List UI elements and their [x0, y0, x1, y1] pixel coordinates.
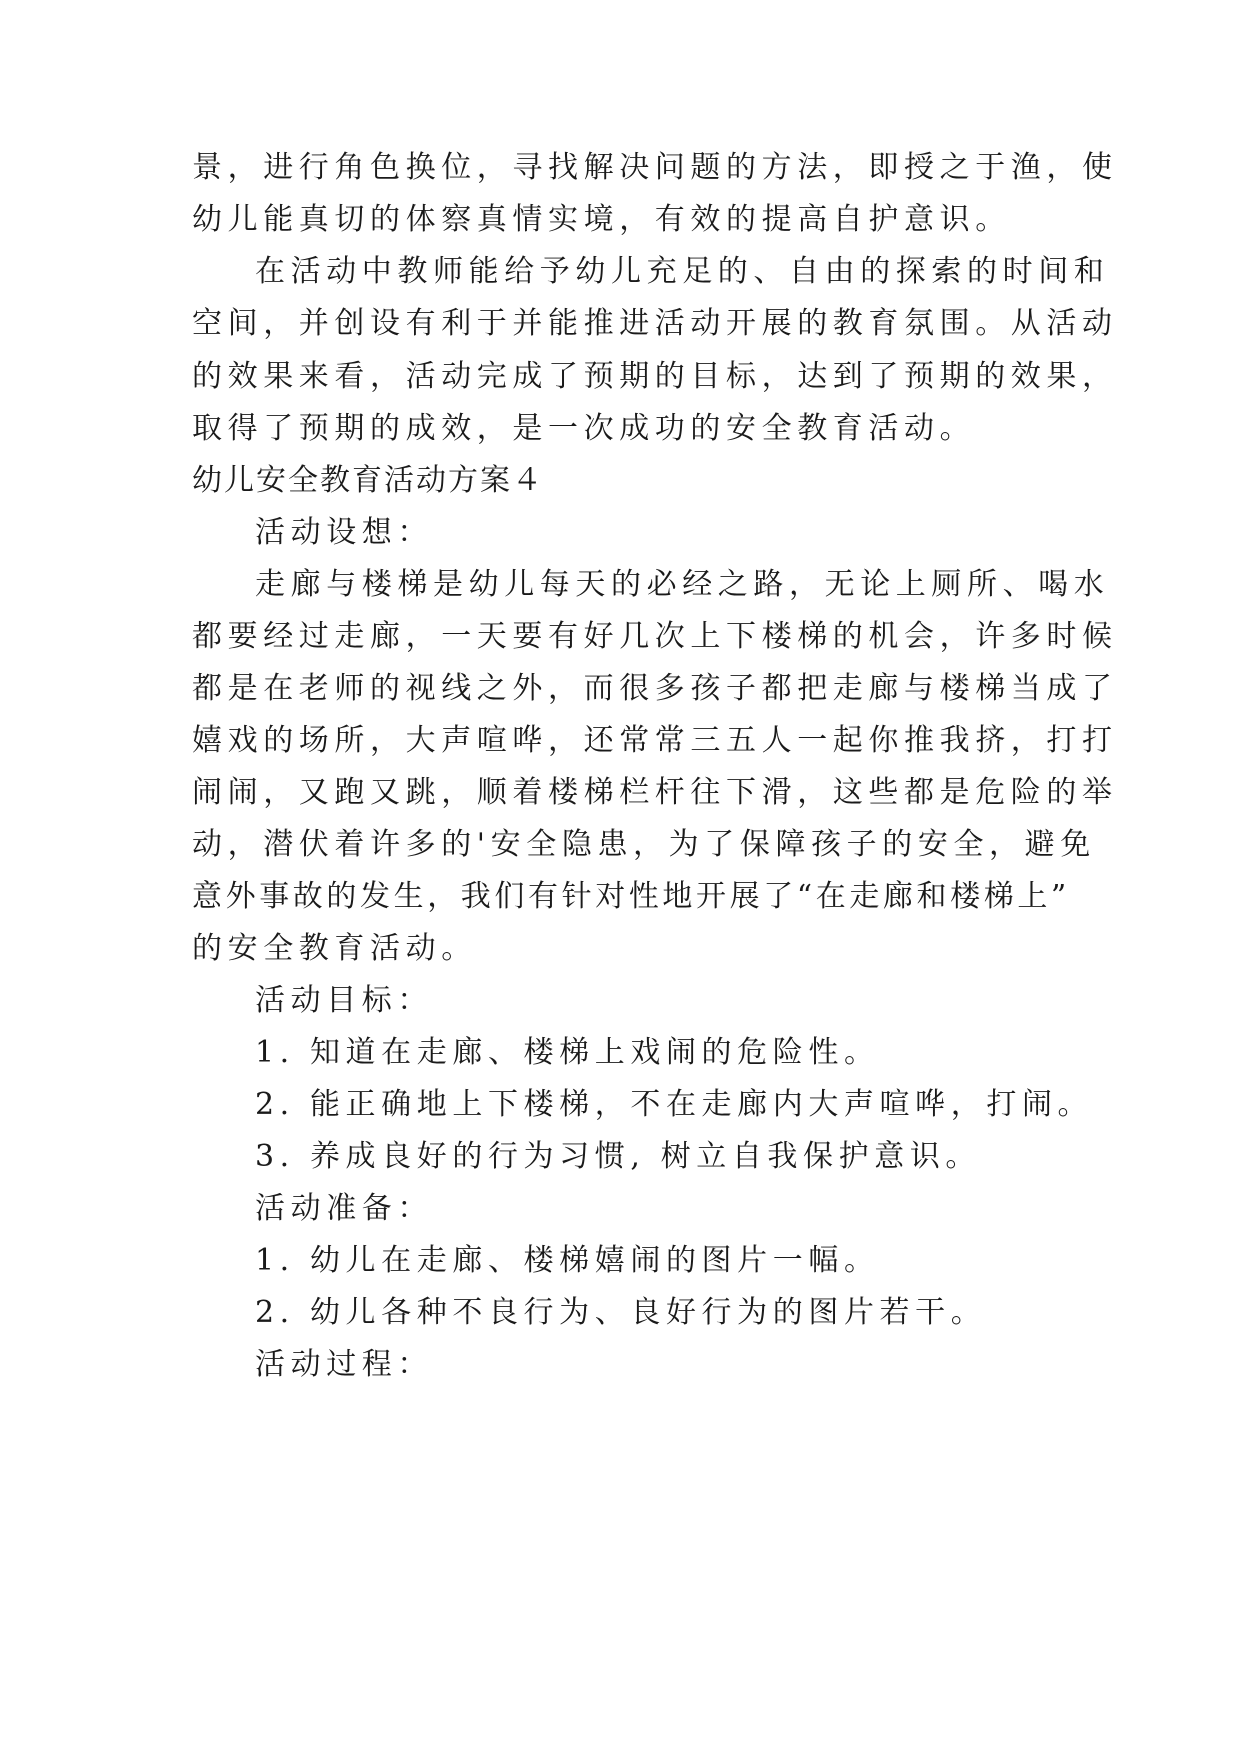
paragraph-line: 的安全教育活动。	[192, 931, 477, 966]
list-item: 1. 幼儿在走廊、楼梯嬉闹的图片一幅。	[255, 1243, 880, 1278]
subheading: 活动准备：	[255, 1191, 433, 1226]
paragraph-line: 的效果来看，活动完成了预期的目标，达到了预期的效果，	[192, 359, 1118, 394]
paragraph-line: 在活动中教师能给予幼儿充足的、自由的探索的时间和	[255, 254, 1110, 289]
list-item: 3. 养成良好的行为习惯, 树立自我保护意识。	[255, 1139, 982, 1174]
subheading: 活动过程：	[255, 1347, 433, 1382]
paragraph-line: 景，进行角色换位，寻找解决问题的方法，即授之于渔，使	[192, 150, 1118, 185]
section-heading: 幼儿安全教育活动方案４	[192, 463, 544, 498]
list-item: 1. 知道在走廊、楼梯上戏闹的危险性。	[255, 1035, 880, 1070]
paragraph-line: 幼儿能真切的体察真情实境，有效的提高自护意识。	[192, 202, 1011, 237]
paragraph-line: 取得了预期的成效，是一次成功的安全教育活动。	[192, 411, 976, 446]
paragraph-line: 都是在老师的视线之外，而很多孩子都把走廊与楼梯当成了	[192, 671, 1118, 706]
list-item: 2. 能正确地上下楼梯，不在走廊内大声喧哗，打闹。	[255, 1087, 1094, 1122]
paragraph-line: 走廊与楼梯是幼儿每天的必经之路，无论上厕所、喝水	[255, 567, 1110, 602]
subheading: 活动目标：	[255, 983, 433, 1018]
paragraph-line: 空间，并创设有利于并能推进活动开展的教育氛围。从活动	[192, 306, 1118, 341]
paragraph-line: 闹闹，又跑又跳，顺着楼梯栏杆往下滑，这些都是危险的举	[192, 775, 1118, 810]
paragraph-line: 动，潜伏着许多的'安全隐患，为了保障孩子的安全，避免	[192, 827, 1096, 862]
list-item: 2. 幼儿各种不良行为、良好行为的图片若干。	[255, 1295, 987, 1330]
paragraph-line: 都要经过走廊，一天要有好几次上下楼梯的机会，许多时候	[192, 619, 1118, 654]
paragraph-line: 意外事故的发生，我们有针对性地开展了“在走廊和楼梯上”	[192, 879, 1070, 914]
paragraph-line: 嬉戏的场所，大声喧哗，还常常三五人一起你推我挤，打打	[192, 723, 1118, 758]
subheading: 活动设想：	[255, 515, 433, 550]
